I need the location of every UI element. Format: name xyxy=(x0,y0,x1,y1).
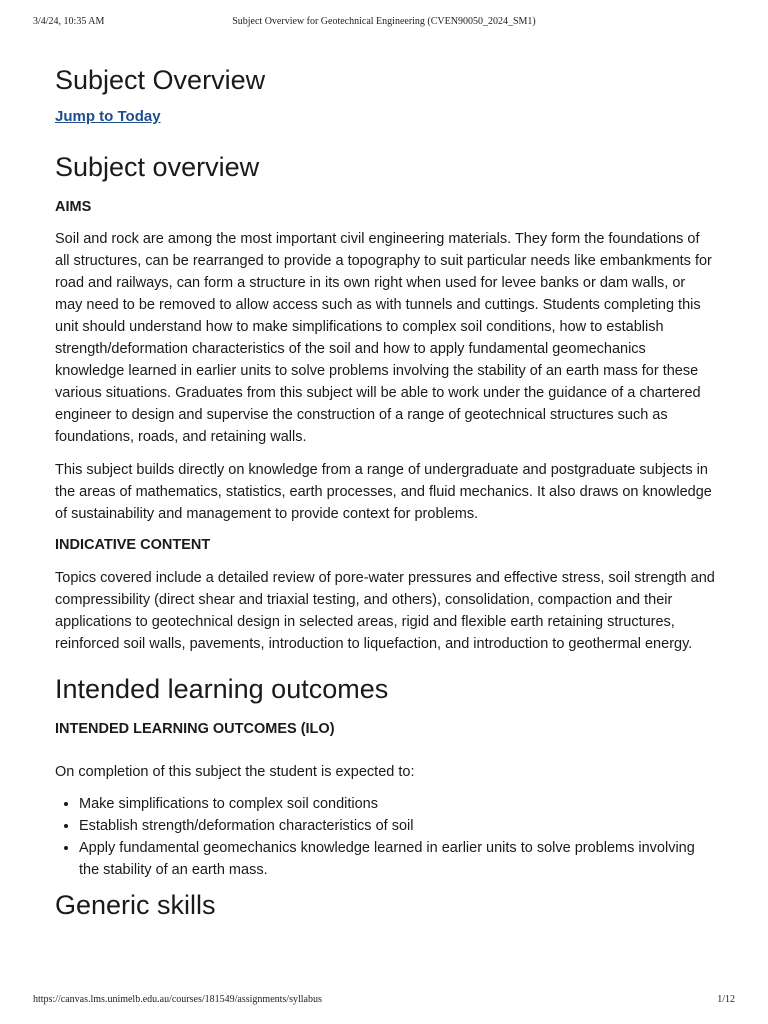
print-document-title: Subject Overview for Geotechnical Engineering (CVEN90050_2024_SM1) xyxy=(232,16,536,27)
aims-paragraph-2: This subject builds directly on knowledge from a range of undergraduate and postgraduate subjects in the areas of mathematics, statistics, earth processes, and fluid mechanics. It also draws on knowledge of sustainability and management to provide context for problems. xyxy=(55,462,712,522)
print-page-number: 1/12 xyxy=(717,994,735,1005)
ilo-list xyxy=(55,793,715,881)
ilo-intro: On completion of this subject the student is expected to: xyxy=(55,764,415,780)
ilo-label: INTENDED LEARNING OUTCOMES (ILO) xyxy=(55,721,335,737)
aims-label: AIMS xyxy=(55,199,92,215)
print-header xyxy=(33,16,735,30)
indicative-content-label: INDICATIVE CONTENT xyxy=(55,537,211,553)
print-url: https://canvas.lms.unimelb.edu.au/courses/181549/assignments/syllabus xyxy=(33,994,322,1005)
page-title: Subject Overview xyxy=(55,65,266,95)
list-item: • Apply fundamental geomechanics knowledge learned in earlier units to solve problems involving the stability of an earth mass. xyxy=(79,837,715,881)
generic-skills-heading: Generic skills xyxy=(55,890,216,920)
aims-paragraph-1: Soil and rock are among the most important civil engineering materials. They form the foundations of all structures, can be rearranged to provide a topography to suit particular needs like embankments for road and railways, can form a structure in its own right when used for levee banks or dam walls, or may need to be removed to allow access such as with tunnels and cuttings. Students completing this unit should understand how to make simplifications to complex soil conditions, how to establish strength/deformation characteristics of the soil and how to apply fundamental geomechanics knowledge learned in earlier units to solve problems involving the stability of an earth mass for these various situations. Graduates from this subject will be able to work under the guidance of a chartered engineer to design and supervise the construction of a range of geotechnical structures such as foundations, roads, and retaining walls. xyxy=(55,231,712,445)
subject-overview-heading: Subject overview xyxy=(55,152,260,182)
indicative-content-paragraph: Topics covered include a detailed review of pore-water pressures and effective stress, soil strength and compressibility (direct shear and triaxial testing, and others), consolidation, compaction and their applications to geotechnical design in selected areas, rigid and flexible earth retaining structures, reinforced soil walls, pavements, introduction to liquefaction, and introduction to geothermal energy. xyxy=(55,570,715,652)
list-item: • Establish strength/deformation characteristics of soil xyxy=(79,815,715,837)
jump-to-today-link[interactable]: Jump to Today xyxy=(55,108,161,125)
learning-outcomes-heading: Intended learning outcomes xyxy=(55,674,389,704)
print-footer xyxy=(33,994,735,1008)
list-item: • Make simplifications to complex soil conditions xyxy=(79,793,715,815)
print-date: 3/4/24, 10:35 AM xyxy=(33,16,105,27)
syllabus-content xyxy=(55,62,715,923)
